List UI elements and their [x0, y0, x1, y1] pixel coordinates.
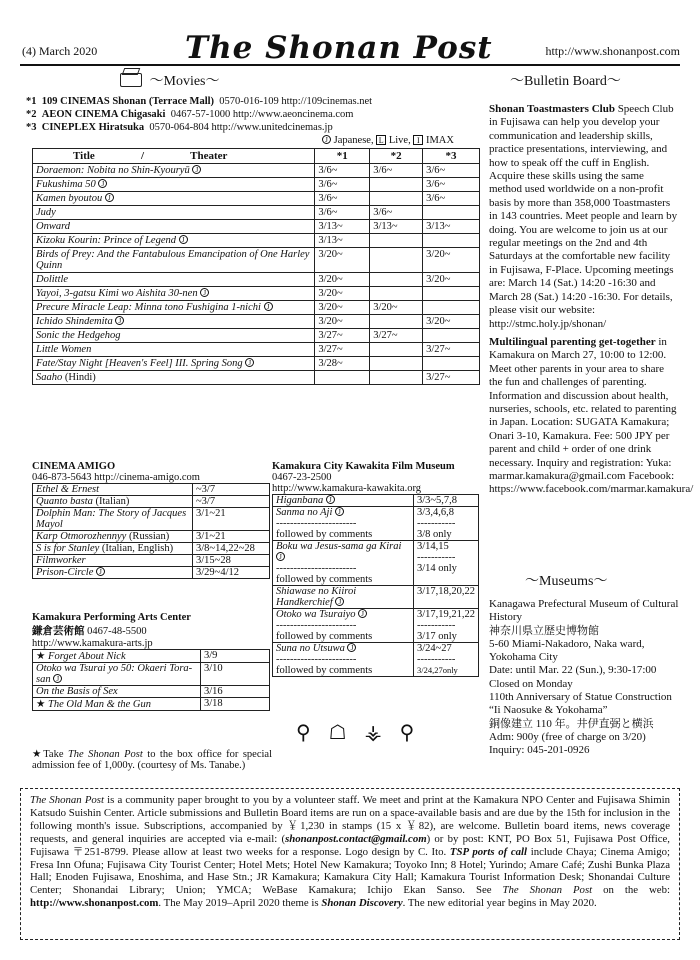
amigo-film-title: Quanto basta (Italian) — [33, 496, 193, 508]
film-row — [33, 301, 480, 315]
movies-heading-text: ～Movies～ — [149, 74, 220, 89]
film-date-c3: 3/20~ — [423, 248, 480, 273]
japanese-mark-icon: J — [245, 358, 254, 367]
kawakita-film-title: Otoko wa Tsuraiyo J ----------------------- followed by comments — [273, 609, 414, 643]
kawakita-film-date: 3/17,18,20,22 — [413, 586, 478, 609]
film-date-c1: 3/20~ — [315, 273, 370, 287]
film-date-c3 — [423, 206, 480, 220]
amigo-film-date: 3/15~28 — [193, 555, 270, 567]
japanese-mark-icon: J — [105, 193, 114, 202]
footer-web-link: http://www.shonanpost.com — [30, 897, 159, 910]
kawakita-sub: followed by comments — [276, 529, 373, 540]
amigo-film-title: Dolphin Man: The Story of Jacques Mayol — [33, 508, 193, 531]
dash-divider: ----------------------- — [276, 563, 357, 574]
kpa-note: ★Take The Shonan Post to the box office for special admission fee of 1,000y. (courtesy of Ms. Tanabe.) — [32, 749, 272, 771]
kpa-title: Kamakura Performing Arts Center — [32, 612, 191, 623]
kpa-film-date: 3/9 — [201, 650, 270, 663]
film-date-c1: 3/6~ — [315, 164, 370, 178]
film-title: Fukushima 50 J — [33, 178, 315, 192]
film-title: Precure Miracle Leap: Minna tono Fushigina 1-nichi J — [33, 301, 315, 315]
kpa-film-date: 3/10 — [201, 663, 270, 686]
kawakita-film-title: Shiawase no Kiiroi Handkerchief J — [273, 586, 414, 609]
film-date-c3: 3/13~ — [423, 220, 480, 234]
film-date-c1: 3/27~ — [315, 329, 370, 343]
kpa-film-date: 3/18 — [201, 698, 270, 711]
film-row — [33, 287, 480, 301]
japanese-mark-icon: J — [335, 507, 344, 516]
film-date-c1: 3/27~ — [315, 343, 370, 357]
movie-schedule-table — [32, 148, 480, 385]
film-row — [33, 206, 480, 220]
film-row — [33, 329, 480, 343]
star-icon: ★ — [36, 699, 49, 710]
amigo-row — [33, 543, 270, 555]
film-title: Doraemon: Nobita no Shin-Kyouryū J — [33, 164, 315, 178]
film-row — [33, 315, 480, 329]
film-date-c1: 3/6~ — [315, 178, 370, 192]
japanese-mark-icon: J — [326, 495, 335, 504]
film-date-c1 — [315, 371, 370, 385]
museums-column: Kanagawa Prefectural Museum of Cultural History 神奈川県立歴史博物館 5-60 Miami-Nakadoro, Naka ward, Yokohama City Date: until Mar. 22 (Sun.), 9:30-17:00 Closed on Monday 110th Anniversary of Statue Construction “Ii Naosuke & Yokohama” 銅像建立 110 年。井伊直弼と横浜 Adm: 900y (free of charge on 3/20) Inquiry: 045-201-0926 — [489, 598, 679, 757]
bulletin-item-toastmasters: Shonan Toastmasters Club Speech Club in Fujisawa can help you develop your communication and leadership skills, practice presentations, interviewing, and how to speak off the cuff in English. Acquire these skills using the same method used worldwide on a non-profit basis by more than 358,000 Toastmasters in 143 countries. Meet people and learn by doing. You are welcome to join us at our regular meetings on the 2nd and 4th Saturdays at the comfortable new facility in Fujisawa, F-Place. Upcoming meetings are: March 14 (Sat.) 14:20 -16:30 and March 28 (Sat.) 14:20 -16:30. For details, please visit our website: http://stmc.holy.jp/shonan/ — [489, 103, 678, 330]
cinema-line-1: *1 109 CINEMAS Shonan (Terrace Mall) 0570-016-109 http://109cinemas.net — [26, 96, 373, 107]
kpa-film-title: ★ Forget About Nick — [33, 650, 201, 663]
amigo-table — [32, 483, 270, 579]
amigo-row — [33, 508, 270, 531]
film-date-c3 — [423, 301, 480, 315]
amigo-row — [33, 531, 270, 543]
film-date-c2 — [370, 248, 423, 273]
decorative-symbols-icon: ⚲☖⚶⚲ — [296, 722, 433, 744]
kawakita-url[interactable]: http://www.kamakura-kawakita.org — [272, 483, 421, 494]
kawakita-row — [273, 507, 479, 541]
japanese-mark-icon: J — [276, 552, 285, 561]
imax-mark: I — [413, 135, 423, 145]
amigo-row — [33, 555, 270, 567]
film-title: Saaho (Hindi) — [33, 371, 315, 385]
japanese-mark-icon: J — [192, 165, 201, 174]
film-row — [33, 343, 480, 357]
film-row — [33, 220, 480, 234]
kawakita-title: Kamakura City Kawakita Film Museum — [272, 461, 455, 472]
amigo-row — [33, 496, 270, 508]
kpa-row — [33, 650, 270, 663]
kpa-row — [33, 663, 270, 686]
kpa-film-title: Otoko wa Tsurai yo 50: Okaeri Tora-san J — [33, 663, 201, 686]
film-date-c3 — [423, 329, 480, 343]
amigo-film-date: 3/1~21 — [193, 531, 270, 543]
film-date-c1: 3/6~ — [315, 192, 370, 206]
kawakita-film-title: Higanbana J — [273, 495, 414, 507]
kawakita-film-date: 3/3,4,6,8 ----------- 3/8 only — [413, 507, 478, 541]
film-date-c1: 3/13~ — [315, 220, 370, 234]
star-icon: ★ — [36, 651, 49, 662]
film-title: Kizoku Kourin: Prince of Legend J — [33, 234, 315, 248]
japanese-mark-icon: J — [96, 567, 105, 576]
kpa-row — [33, 686, 270, 698]
film-date-c2: 3/20~ — [370, 301, 423, 315]
film-date-c3: 3/27~ — [423, 343, 480, 357]
kawakita-row — [273, 586, 479, 609]
kawakita-row — [273, 643, 479, 677]
header-title-theater: Title / Theater — [33, 149, 315, 164]
film-date-c3: 3/20~ — [423, 273, 480, 287]
header-c2: *2 — [370, 149, 423, 164]
bulletin-heading: ～Bulletin Board～ — [510, 74, 621, 89]
amigo-film-date: ~3/7 — [193, 496, 270, 508]
clapperboard-icon — [120, 73, 142, 87]
cinema-line-2: *2 AEON CINEMA Chigasaki 0467-57-1000 http://www.aeoncinema.com — [26, 109, 354, 120]
film-row — [33, 357, 480, 371]
kawakita-row — [273, 495, 479, 507]
film-date-c2 — [370, 234, 423, 248]
amigo-film-title: Filmworker — [33, 555, 193, 567]
amigo-film-date: 3/29~4/12 — [193, 567, 270, 579]
kawakita-section — [272, 461, 482, 677]
amigo-title: CINEMA AMIGO — [32, 461, 116, 472]
format-legend: J Japanese, L Live, I IMAX — [322, 135, 454, 146]
film-title: Little Women — [33, 343, 315, 357]
kawakita-phone: 0467-23-2500 — [272, 472, 332, 483]
film-date-c3 — [423, 287, 480, 301]
film-row — [33, 371, 480, 385]
japanese-mark-icon: J — [347, 643, 356, 652]
kawakita-film-title: Sanma no Aji J ----------------------- followed by comments — [273, 507, 414, 541]
japanese-mark: J — [322, 135, 331, 144]
kpa-row — [33, 698, 270, 711]
movies-heading — [120, 70, 360, 90]
japanese-mark-icon: J — [98, 179, 107, 188]
kawakita-table — [272, 494, 479, 677]
kawakita-film-date: 3/17,19,21,22 ----------- 3/17 only — [413, 609, 478, 643]
kawakita-film-date: 3/3~5,7,8 — [413, 495, 478, 507]
bulletin-item-parenting: Multilingual parenting get-together in Kamakura on March 27, 10:00 to 12:00. Meet other parents in your area to share the fun and challenges of parenting. Information and discussion about health, nurseries, schools, etc. related to parenting in Japan. Location: SUGATA Kamakura; Onari 3-10, Kamakura. Fee: 500 JPY per parent and child + order of one drink necessary. Inquiry and registration: Yuka: marmar.kamakura@gmail.com Facebook: https://www.facebook.com/marmar.kamakura/ — [489, 335, 694, 496]
film-title: Kamen byoutou J — [33, 192, 315, 206]
film-date-c2: 3/27~ — [370, 329, 423, 343]
film-date-c1: 3/20~ — [315, 287, 370, 301]
bulletin-column — [489, 103, 694, 502]
film-title: Sonic the Hedgehog — [33, 329, 315, 343]
masthead-title: The Shonan Post — [185, 30, 493, 66]
kpa-section — [32, 612, 272, 711]
film-date-c3 — [423, 234, 480, 248]
footer-box: The Shonan Post is a community paper brought to you by a volunteer staff. We meet and print at the Kamakura NPO Center and Fujisawa Shimin Katsudo Suishin Center. Article submissions and Bulletin Board items are run on a space-available basis and are due by the 15th for inclusion in the following month's issue. Subscriptions, accompanied by ￥1,230 in stamps (15 x ￥82), are welcome. Bulletin board items, news coverage requests, and general inquiries are accepted via e-mail: (shonanpost.contact@gmail.com) or by post: KNT, PO Box 51, Fujisawa Post Office, Fujisawa 〒251-8799. Please allow at least two weeks for a response. Logo design by C. Ito. TSP ports of call include Chaya; Cinema Amigo; Fresa Inn Ofuna; Fujisawa City Tourist Center; Hotel Mets; Hotel New Kamakura; Toyoko Inn; 8 Hotel; Yurindo; Amare Café; Zushi Bunka Plaza Hall; Enoden Fujisawa, Enoshima, and Hase Stn.; JR Kamakura; Kamakura City Hall; Kamakura Tourist Information Desk; Shonandai Culture Center; Shonandai Library; Union; YMCA; WeBase Kamakura; Ichijo Ekan Sanso. See The Shonan Post on the web: http://www.shonanpost.com. The May 2019–April 2020 theme is Shonan Discovery. The new editorial year begins in May 2020. — [20, 788, 680, 940]
header-c1: *1 — [315, 149, 370, 164]
film-date-c3: 3/6~ — [423, 164, 480, 178]
film-title: Dolittle — [33, 273, 315, 287]
film-row — [33, 178, 480, 192]
film-date-c2 — [370, 315, 423, 329]
film-date-c2 — [370, 273, 423, 287]
film-date-c2: 3/6~ — [370, 206, 423, 220]
film-row — [33, 192, 480, 206]
dash-divider: ----------------------- — [276, 620, 357, 631]
dash-divider: ----------------------- — [276, 518, 357, 529]
issue-label: (4) March 2020 — [22, 44, 98, 58]
header-url[interactable]: http://www.shonanpost.com — [545, 44, 680, 58]
kpa-film-date: 3/16 — [201, 686, 270, 698]
kawakita-film-title: Suna no Utsuwa J ----------------------- followed by comments — [273, 643, 414, 677]
film-date-c2 — [370, 178, 423, 192]
kawakita-sub: followed by comments — [276, 574, 373, 585]
film-title: Ichido Shindemita J — [33, 315, 315, 329]
film-title: Judy — [33, 206, 315, 220]
japanese-mark-icon: J — [179, 235, 188, 244]
film-date-c2: 3/6~ — [370, 164, 423, 178]
film-row — [33, 234, 480, 248]
film-date-c1: 3/20~ — [315, 315, 370, 329]
film-date-c3: 3/20~ — [423, 315, 480, 329]
amigo-film-date: ~3/7 — [193, 484, 270, 496]
film-date-c3 — [423, 357, 480, 371]
film-date-c3: 3/6~ — [423, 192, 480, 206]
film-row — [33, 273, 480, 287]
amigo-film-date: 3/8~14,22~28 — [193, 543, 270, 555]
museums-heading: ～Museums～ — [525, 574, 608, 589]
amigo-info: 046-873-5643 http://cinema-amigo.com — [32, 472, 200, 483]
film-title: Yayoi, 3-gatsu Kimi wo Aishita 30-nen J — [33, 287, 315, 301]
amigo-row — [33, 567, 270, 579]
kpa-url[interactable]: http://www.kamakura-arts.jp — [32, 638, 153, 649]
film-date-c2 — [370, 287, 423, 301]
film-title: Birds of Prey: And the Fantabulous Emancipation of One Harley Quinn — [33, 248, 315, 273]
amigo-film-title: Karp Otmorozhennyy (Russian) — [33, 531, 193, 543]
amigo-film-title: Ethel & Ernest — [33, 484, 193, 496]
film-date-c2: 3/13~ — [370, 220, 423, 234]
kawakita-film-date: 3/14,15 ----------- 3/14 only — [413, 541, 478, 586]
amigo-film-title: S is for Stanley (Italian, English) — [33, 543, 193, 555]
film-row — [33, 248, 480, 273]
amigo-film-title: Prison-Circle J — [33, 567, 193, 579]
film-date-c1: 3/20~ — [315, 248, 370, 273]
kawakita-film-title: Boku wa Jesus-sama ga Kirai J ----------------------- followed by comments — [273, 541, 414, 586]
japanese-mark-icon: J — [358, 609, 367, 618]
film-date-c1: 3/20~ — [315, 301, 370, 315]
film-row — [33, 164, 480, 178]
kawakita-film-date: 3/24~27 ----------- 3/24,27only — [413, 643, 478, 677]
film-title: Onward — [33, 220, 315, 234]
table-header-row — [33, 149, 480, 164]
film-date-c2 — [370, 357, 423, 371]
film-date-c2 — [370, 371, 423, 385]
japanese-mark-icon: J — [200, 288, 209, 297]
kpa-table — [32, 649, 270, 711]
kawakita-row — [273, 541, 479, 586]
amigo-film-date: 3/1~21 — [193, 508, 270, 531]
film-date-c2 — [370, 343, 423, 357]
film-title: Fate/Stay Night [Heaven's Feel] III. Spring Song J — [33, 357, 315, 371]
film-date-c3: 3/6~ — [423, 178, 480, 192]
kawakita-sub: followed by comments — [276, 631, 373, 642]
header-c3: *3 — [423, 149, 480, 164]
film-date-c1: 3/13~ — [315, 234, 370, 248]
kpa-film-title: ★ The Old Man & the Gun — [33, 698, 201, 711]
japanese-mark-icon: J — [115, 316, 124, 325]
japanese-mark-icon: J — [264, 302, 273, 311]
kawakita-row — [273, 609, 479, 643]
kpa-film-title: On the Basis of Sex — [33, 686, 201, 698]
cinema-line-3: *3 CINEPLEX Hiratsuka 0570-064-804 http://www.unitedcinemas.jp — [26, 122, 333, 133]
film-date-c2 — [370, 192, 423, 206]
japanese-mark-icon: J — [335, 597, 344, 606]
film-date-c3: 3/27~ — [423, 371, 480, 385]
amigo-row — [33, 484, 270, 496]
kpa-contact: 鎌倉芸術館 0467-48-5500 — [32, 626, 147, 637]
cinema-amigo-section — [32, 461, 267, 579]
film-date-c1: 3/6~ — [315, 206, 370, 220]
film-date-c1: 3/28~ — [315, 357, 370, 371]
header-rule — [20, 64, 680, 66]
kawakita-sub: followed by comments — [276, 665, 373, 676]
japanese-mark-icon: J — [53, 674, 62, 683]
live-mark: L — [376, 135, 386, 145]
dash-divider: ----------------------- — [276, 654, 357, 665]
